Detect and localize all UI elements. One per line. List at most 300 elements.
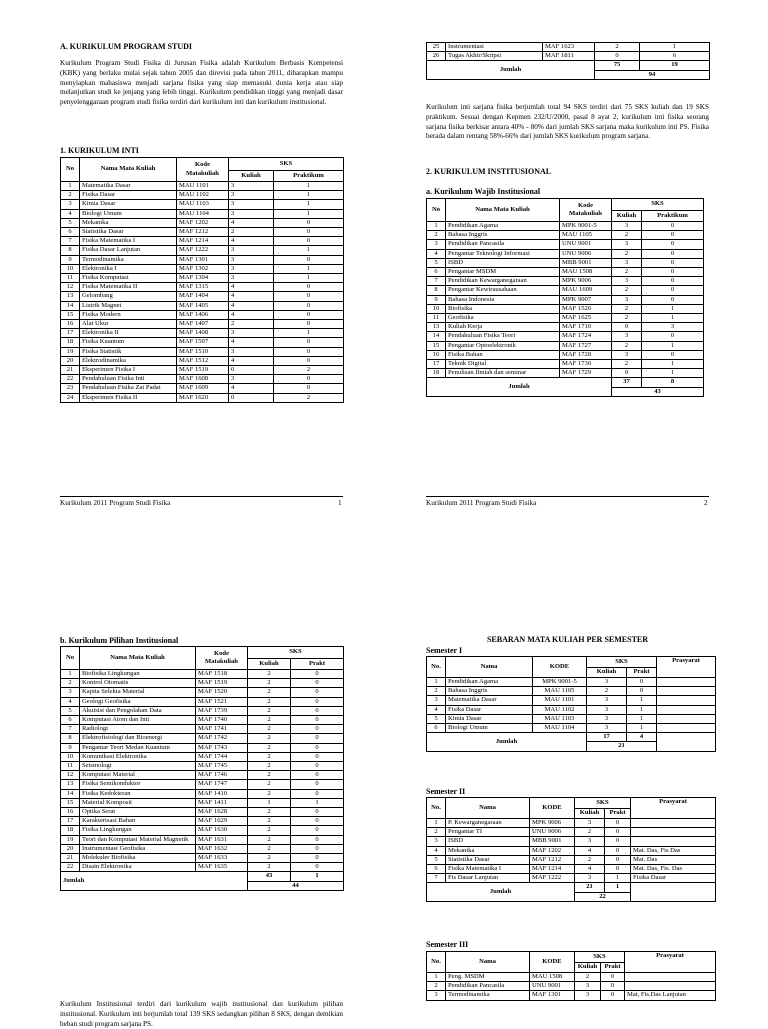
table-row <box>427 724 716 733</box>
table-cell: 1 <box>274 191 344 200</box>
table-cell: 20 <box>61 356 80 365</box>
table-cell: MAF 1635 <box>196 863 248 872</box>
table-cell: MAF 1406 <box>177 310 229 319</box>
table-cell: 2 <box>612 268 642 277</box>
kuliah-total: 37 <box>612 378 642 387</box>
table-cell: Pendidikan Agama <box>446 678 533 687</box>
table-cell: MAF 1811 <box>543 52 595 61</box>
table-cell: 0 <box>291 743 344 752</box>
table-cell: 0 <box>595 52 640 61</box>
table-cell: Pendidikan Agama <box>446 222 560 231</box>
table-row <box>61 780 344 789</box>
table-cell: Biologi Umum <box>80 209 177 218</box>
table-cell: 4 <box>427 249 446 258</box>
table-cell: 2 <box>248 835 291 844</box>
table-cell: 3 <box>575 982 601 991</box>
table-cell: 2 <box>248 844 291 853</box>
col-kuliah: Kuliah <box>248 659 291 670</box>
table-cell: 17 <box>61 329 80 338</box>
table-cell: MPK 9001-5 <box>560 222 612 231</box>
table-cell: Fisika Kedokteran <box>80 789 196 798</box>
col-kode: KODE <box>533 657 587 678</box>
table-cell: MAF 1302 <box>177 264 229 273</box>
table-row <box>61 264 344 273</box>
table-cell: 17 <box>61 817 80 826</box>
table-cell: 2 <box>248 808 291 817</box>
table-cell: Matematika Dasar <box>80 182 177 191</box>
table-cell: 4 <box>229 356 274 365</box>
table-row <box>61 743 344 752</box>
table-cell: 2 <box>248 716 291 725</box>
table-cell: 0 <box>605 828 631 837</box>
table-cell: MAU 1609 <box>560 286 612 295</box>
table-row <box>61 706 344 715</box>
table-cell: 2 <box>248 826 291 835</box>
institusional-summary-paragraph: Kurikulum Institusional terdiri dari kurikulum wajib institusional dan kurikulum pilihan institusional. Kurikulum inti berjumlah total 139 SKS sedangkan pilihan 8 SKS, dengan demikian beban studi program sarjana PS. <box>60 1000 343 1028</box>
semester-2-label: Semester II <box>426 787 466 796</box>
table-cell: Pengantar Kewirausahaan <box>446 286 560 295</box>
col-kuliah: Kuliah <box>575 809 605 819</box>
table-row <box>61 292 344 301</box>
table-cell: 0 <box>291 854 344 863</box>
table-row <box>427 973 716 982</box>
table-cell: 0 <box>627 678 657 687</box>
table-cell: Peng. MSDM <box>446 973 530 982</box>
table-cell: 0 <box>605 846 631 855</box>
col-kuliah: Kuliah <box>612 211 642 222</box>
table-cell: 0 <box>291 771 344 780</box>
table-cell: MAU 1102 <box>177 191 229 200</box>
table-cell: 2 <box>575 828 605 837</box>
table-cell: 15 <box>427 341 446 350</box>
table-cell: Fisika Dasar Lanjutan <box>80 246 177 255</box>
inti-summary-paragraph: Kurikulum inti sarjana fisika berjumlah total 94 SKS terdiri dari 75 SKS kuliah dan 19 SKS praktikum. Sesuai dengan Kepmen 232/U/2000, pasal 8 ayat 2, kurikulum inti fisika seorang sarjana fisika berkisar antara 40% - 80% dari jumlah SKS sarjana maka kurikulum inti PS. Fisika berada dalam rentang 58%-66% dari jumlah SKS kurikulum program sarjana. <box>426 103 709 141</box>
table-cell: MAF 1510 <box>177 347 229 356</box>
table-cell: 1 <box>640 43 710 52</box>
kuliah-total: 17 <box>587 733 627 742</box>
table-cell: 2 <box>229 320 274 329</box>
table-cell: 4 <box>229 310 274 319</box>
table-cell: 1 <box>291 798 344 807</box>
col-no: No <box>61 158 80 182</box>
table-cell: MPK 9006 <box>530 819 575 828</box>
table-cell: MAF 1519 <box>177 366 229 375</box>
table-cell: 6 <box>61 228 80 237</box>
table-cell: MAF 1214 <box>530 865 575 874</box>
table-cell: MAU 1508 <box>560 268 612 277</box>
table-cell: 8 <box>427 286 446 295</box>
sks-total: 94 <box>595 70 710 79</box>
table-row <box>427 687 716 696</box>
col-nama: Nama <box>446 952 530 973</box>
table-cell: MAF 1521 <box>196 697 248 706</box>
intro-paragraph: Kurikulum Program Studi Fisika di Jurusan Fisika adalah Kurikulum Berbasis Kompetensi (KBK) yang berlaku mulai sejak tahun 2005 dan direvisi pada tahun 2011, diharapkan mampu menyiapkan mahasiswa menjadi sarjana fisika yang siap memasuki dunia kerja atau siap melanjutkan studi ke jenjang yang lebih tinggi. Kurikulum pendidikan tinggi yang menjadi dasar penyelenggaraan program studi fisika terdiri dari kurikulum inti dan kurikulum institusional. <box>60 59 343 107</box>
table-cell: Fisika Kuantum <box>80 338 177 347</box>
table-cell: 3 <box>229 274 274 283</box>
table-row <box>427 865 716 874</box>
table-row <box>427 249 704 258</box>
table-cell: Pendidikan Pancasila <box>446 240 560 249</box>
table-row <box>61 762 344 771</box>
table-cell: 0 <box>605 855 631 864</box>
table-cell: MAF 1222 <box>530 874 575 883</box>
table-row <box>61 752 344 761</box>
table-cell: Mat. Das, Fis. Das <box>631 865 716 874</box>
table-cell: 3 <box>229 200 274 209</box>
col-kuliah: Kuliah <box>229 171 274 182</box>
table-row <box>61 301 344 310</box>
table-cell: 0 <box>291 725 344 734</box>
table-cell: 1 <box>427 678 446 687</box>
table-cell: MAF 1625 <box>560 314 612 323</box>
table-cell: 2 <box>248 697 291 706</box>
table-cell: 4 <box>575 846 605 855</box>
table-cell: Material Komposit <box>80 798 196 807</box>
table-cell: 19 <box>61 835 80 844</box>
table-row <box>427 268 704 277</box>
table-cell: MAF 1214 <box>177 237 229 246</box>
table-cell: 4 <box>229 283 274 292</box>
table-cell: 4 <box>427 705 446 714</box>
col-nama: Nama Mata Kuliah <box>446 199 560 222</box>
col-sks: SKS <box>612 199 704 211</box>
kurikulum-inti-table <box>60 157 344 403</box>
table-cell: 1 <box>642 304 704 313</box>
sks-total: 44 <box>248 881 344 890</box>
table-cell: Mat. Das <box>631 855 716 864</box>
table-row <box>61 688 344 697</box>
table-cell: P. Kewarganegaraan <box>446 819 530 828</box>
table-row <box>61 844 344 853</box>
table-cell: 1 <box>274 264 344 273</box>
table-cell: 2 <box>612 286 642 295</box>
table-cell: 0 <box>291 789 344 798</box>
page2-footer-rule <box>426 496 709 497</box>
table-row <box>61 817 344 826</box>
table-cell: 1 <box>627 714 657 723</box>
table-cell <box>631 837 716 846</box>
table-row <box>427 696 716 705</box>
table-row <box>61 310 344 319</box>
table-cell: 0 <box>274 301 344 310</box>
table-cell: MAF 1710 <box>560 323 612 332</box>
table-cell: Fisika Modern <box>80 310 177 319</box>
table-row <box>427 991 716 1000</box>
table-cell: 0 <box>229 393 274 402</box>
semester-3-label: Semester III <box>426 940 469 949</box>
table-row <box>427 855 716 864</box>
table-cell: 1 <box>427 819 446 828</box>
table-cell: 0 <box>274 218 344 227</box>
table-cell: MPK 9007 <box>560 295 612 304</box>
table-cell: 0 <box>612 323 642 332</box>
table-cell: Pendahuluan Fisika Zat Padat <box>80 384 177 393</box>
table-cell: 2 <box>248 863 291 872</box>
table-cell: MAF 1623 <box>543 43 595 52</box>
table-cell: 0 <box>642 286 704 295</box>
table-cell: MAF 1202 <box>177 218 229 227</box>
table-cell: 2 <box>248 762 291 771</box>
table-row <box>427 350 704 359</box>
table-cell <box>657 687 716 696</box>
table-cell: Teori dan Komputasi Material Magnetik <box>80 835 196 844</box>
table-row <box>61 393 344 402</box>
table-row <box>427 846 716 855</box>
table-cell: 20 <box>61 844 80 853</box>
table-row <box>61 228 344 237</box>
col-praktikum: Praktikum <box>642 211 704 222</box>
table-cell <box>657 714 716 723</box>
table-cell: 2 <box>248 670 291 679</box>
table-cell: 6 <box>61 716 80 725</box>
table-cell: MAF 1740 <box>196 716 248 725</box>
table-cell: 3 <box>575 874 605 883</box>
table-cell: Kimia Dasar <box>446 714 533 723</box>
table-cell: 2 <box>229 228 274 237</box>
table-cell: 21 <box>61 366 80 375</box>
table-cell: Fisika Dasar <box>80 191 177 200</box>
table-cell: MAF 1408 <box>177 329 229 338</box>
table-cell: MAF 1405 <box>177 301 229 310</box>
table-cell: 10 <box>61 264 80 273</box>
table-cell: 1 <box>248 798 291 807</box>
table-cell: 0 <box>291 752 344 761</box>
table-cell: 2 <box>612 231 642 240</box>
table-cell: 6 <box>640 52 710 61</box>
col-no: No. <box>427 798 446 819</box>
table-cell: MAF 1629 <box>196 817 248 826</box>
table-row <box>61 734 344 743</box>
table-cell: 4 <box>575 865 605 874</box>
table-cell: 9 <box>427 295 446 304</box>
table-row <box>427 678 716 687</box>
table-cell: MAF 1512 <box>177 356 229 365</box>
table-cell: MAF 1632 <box>196 844 248 853</box>
table-cell: 4 <box>229 301 274 310</box>
table-cell: MAU 1508 <box>530 973 575 982</box>
table-row <box>61 356 344 365</box>
table-cell: MAF 1747 <box>196 780 248 789</box>
table-cell: 17 <box>427 360 446 369</box>
table-cell: 3 <box>575 819 605 828</box>
table-cell: 0 <box>642 350 704 359</box>
table-cell: Mat, Fis.Das Lanjutan <box>625 991 716 1000</box>
table-cell: 18 <box>61 826 80 835</box>
table-cell: MAU 1104 <box>177 209 229 218</box>
table-cell: Komputasi Atom dan Inti <box>80 716 196 725</box>
table-cell: 3 <box>229 182 274 191</box>
sks-total: 22 <box>575 892 631 901</box>
table-cell: Pengantar Optoelektronik <box>446 341 560 350</box>
kurikulum-inti-table-continued <box>426 42 710 80</box>
table-row <box>61 375 344 384</box>
table-row <box>427 705 716 714</box>
table-cell: MAF 1518 <box>196 670 248 679</box>
table-cell: 3 <box>587 678 627 687</box>
table-cell: MAF 1304 <box>177 274 229 283</box>
table-row <box>61 347 344 356</box>
table-row <box>427 286 704 295</box>
table-cell: 7 <box>61 237 80 246</box>
table-cell: MAF 1301 <box>530 991 575 1000</box>
table-row <box>61 200 344 209</box>
table-cell: Termodinamika <box>446 991 530 1000</box>
table-cell: Akuisisi dan Pengolahan Data <box>80 706 196 715</box>
table-cell: Alat Ukur <box>80 320 177 329</box>
table-cell: 3 <box>229 329 274 338</box>
semester-1-table <box>426 656 716 752</box>
page2-footer: Kurikulum 2011 Program Studi Fisika <box>426 499 537 507</box>
table-cell <box>657 678 716 687</box>
table-cell: MAU 1103 <box>177 200 229 209</box>
jumlah-label: Jumlah <box>427 61 595 79</box>
col-kode: KODE <box>530 798 575 819</box>
table-cell: MAU 1105 <box>560 231 612 240</box>
table-row <box>427 874 716 883</box>
table-cell: Fisika Statistik <box>80 347 177 356</box>
table-cell <box>625 973 716 982</box>
table-cell: 0 <box>601 991 625 1000</box>
table-cell: Seismologi <box>80 762 196 771</box>
table-cell: 19 <box>61 347 80 356</box>
table-row <box>61 670 344 679</box>
table-row <box>61 835 344 844</box>
col-nama: Nama Mata Kuliah <box>80 158 177 182</box>
table-cell: Mekanika <box>80 218 177 227</box>
table-cell: 4 <box>229 237 274 246</box>
table-cell: 1 <box>642 360 704 369</box>
table-cell: 3 <box>612 332 642 341</box>
table-cell: 8 <box>61 246 80 255</box>
table-cell: Mat. Das, Fis Das <box>631 846 716 855</box>
table-row <box>427 222 704 231</box>
table-cell: 2 <box>248 725 291 734</box>
table-cell: MAF 1212 <box>177 228 229 237</box>
page1-number: 1 <box>338 499 342 507</box>
table-cell: Fisika Matematika II <box>80 283 177 292</box>
table-cell: 3 <box>587 696 627 705</box>
heading-kurikulum-inti: 1. KURIKULUM INTI <box>60 146 139 155</box>
table-cell: Pendahuluan Fisika Teori <box>446 332 560 341</box>
table-cell: 0 <box>642 222 704 231</box>
table-cell: 2 <box>274 366 344 375</box>
table-cell: 1 <box>61 182 80 191</box>
table-cell: MAF 1212 <box>530 855 575 864</box>
table-cell: MAF 1729 <box>560 369 612 378</box>
table-cell: 1 <box>427 973 446 982</box>
table-cell: Karakterisasi Bahan <box>80 817 196 826</box>
table-cell: Instrumentasi <box>446 43 543 52</box>
table-cell: 6 <box>427 865 446 874</box>
table-cell: 0 <box>291 706 344 715</box>
table-row <box>61 320 344 329</box>
table-cell: 0 <box>291 780 344 789</box>
table-cell: ISBD <box>446 258 560 267</box>
table-cell: MAF 1631 <box>196 835 248 844</box>
table-cell: Listrik Magnet <box>80 301 177 310</box>
table-cell: 8 <box>61 734 80 743</box>
table-cell: Termodinamika <box>80 255 177 264</box>
table-cell: Bahasa Inggris <box>446 687 533 696</box>
table-cell: MAF 1620 <box>177 393 229 402</box>
table-cell: 4 <box>61 209 80 218</box>
table-cell: 2 <box>427 231 446 240</box>
table-cell: 1 <box>642 314 704 323</box>
table-cell: 0 <box>642 258 704 267</box>
table-cell: 0 <box>601 982 625 991</box>
table-cell: MAF 1411 <box>196 798 248 807</box>
table-cell: MAF 1727 <box>560 341 612 350</box>
table-row <box>427 231 704 240</box>
table-cell: 2 <box>595 43 640 52</box>
table-cell: Gelombang <box>80 292 177 301</box>
table-cell: 2 <box>248 706 291 715</box>
table-cell: ISBD <box>446 837 530 846</box>
semester-1-label: Semester I <box>426 646 463 655</box>
table-cell: MAF 1608 <box>177 375 229 384</box>
table-cell: 1 <box>605 874 631 883</box>
table-cell: 3 <box>587 724 627 733</box>
table-cell: 6 <box>427 268 446 277</box>
table-cell: 0 <box>612 369 642 378</box>
table-row <box>61 274 344 283</box>
table-cell: Elektrodinamika <box>80 356 177 365</box>
table-cell: 1 <box>627 724 657 733</box>
heading-wajib-institusional: a. Kurikulum Wajib Institusional <box>426 187 541 196</box>
table-cell: UNU 9001 <box>530 982 575 991</box>
table-cell: 2 <box>427 982 446 991</box>
table-cell: 0 <box>291 826 344 835</box>
table-cell: Molekuler Biofisika <box>80 854 196 863</box>
table-row <box>427 837 716 846</box>
table-cell: 7 <box>427 874 446 883</box>
table-cell: Bahasa Indonesia <box>446 295 560 304</box>
col-no: No. <box>427 952 446 973</box>
table-row <box>427 341 704 350</box>
table-cell: 3 <box>587 705 627 714</box>
table-cell: 2 <box>612 360 642 369</box>
table-cell: MAF 1315 <box>177 283 229 292</box>
col-nama: Nama <box>446 657 533 678</box>
semester-3-table <box>426 951 716 1001</box>
table-cell: UNU 9006 <box>530 828 575 837</box>
table-cell: 2 <box>612 314 642 323</box>
table-cell: 0 <box>274 384 344 393</box>
table-cell: 0 <box>605 865 631 874</box>
page1-footer-rule <box>60 496 343 497</box>
col-praktikum: Prakt <box>291 659 344 670</box>
table-cell: MAF 1407 <box>177 320 229 329</box>
table-cell: 0 <box>274 347 344 356</box>
col-no: No <box>427 199 446 222</box>
table-cell: 1 <box>274 200 344 209</box>
table-cell: Fisika Bahan <box>446 350 560 359</box>
table-cell: MAU 1101 <box>177 182 229 191</box>
table-cell: 1 <box>642 369 704 378</box>
table-cell: 0 <box>291 817 344 826</box>
col-sks: SKS <box>575 798 631 809</box>
table-cell: 0 <box>274 292 344 301</box>
sebaran-title: SEBARAN MATA KULIAH PER SEMESTER <box>486 635 649 644</box>
table-cell: Pengantar TI <box>446 828 530 837</box>
table-cell: Biologi Umum <box>446 724 533 733</box>
table-cell: 1 <box>274 329 344 338</box>
col-nama: Nama Mata Kuliah <box>80 647 196 670</box>
table-cell: 5 <box>61 218 80 227</box>
table-cell: 2 <box>248 743 291 752</box>
table-cell: 2 <box>248 817 291 826</box>
table-cell: 0 <box>601 973 625 982</box>
